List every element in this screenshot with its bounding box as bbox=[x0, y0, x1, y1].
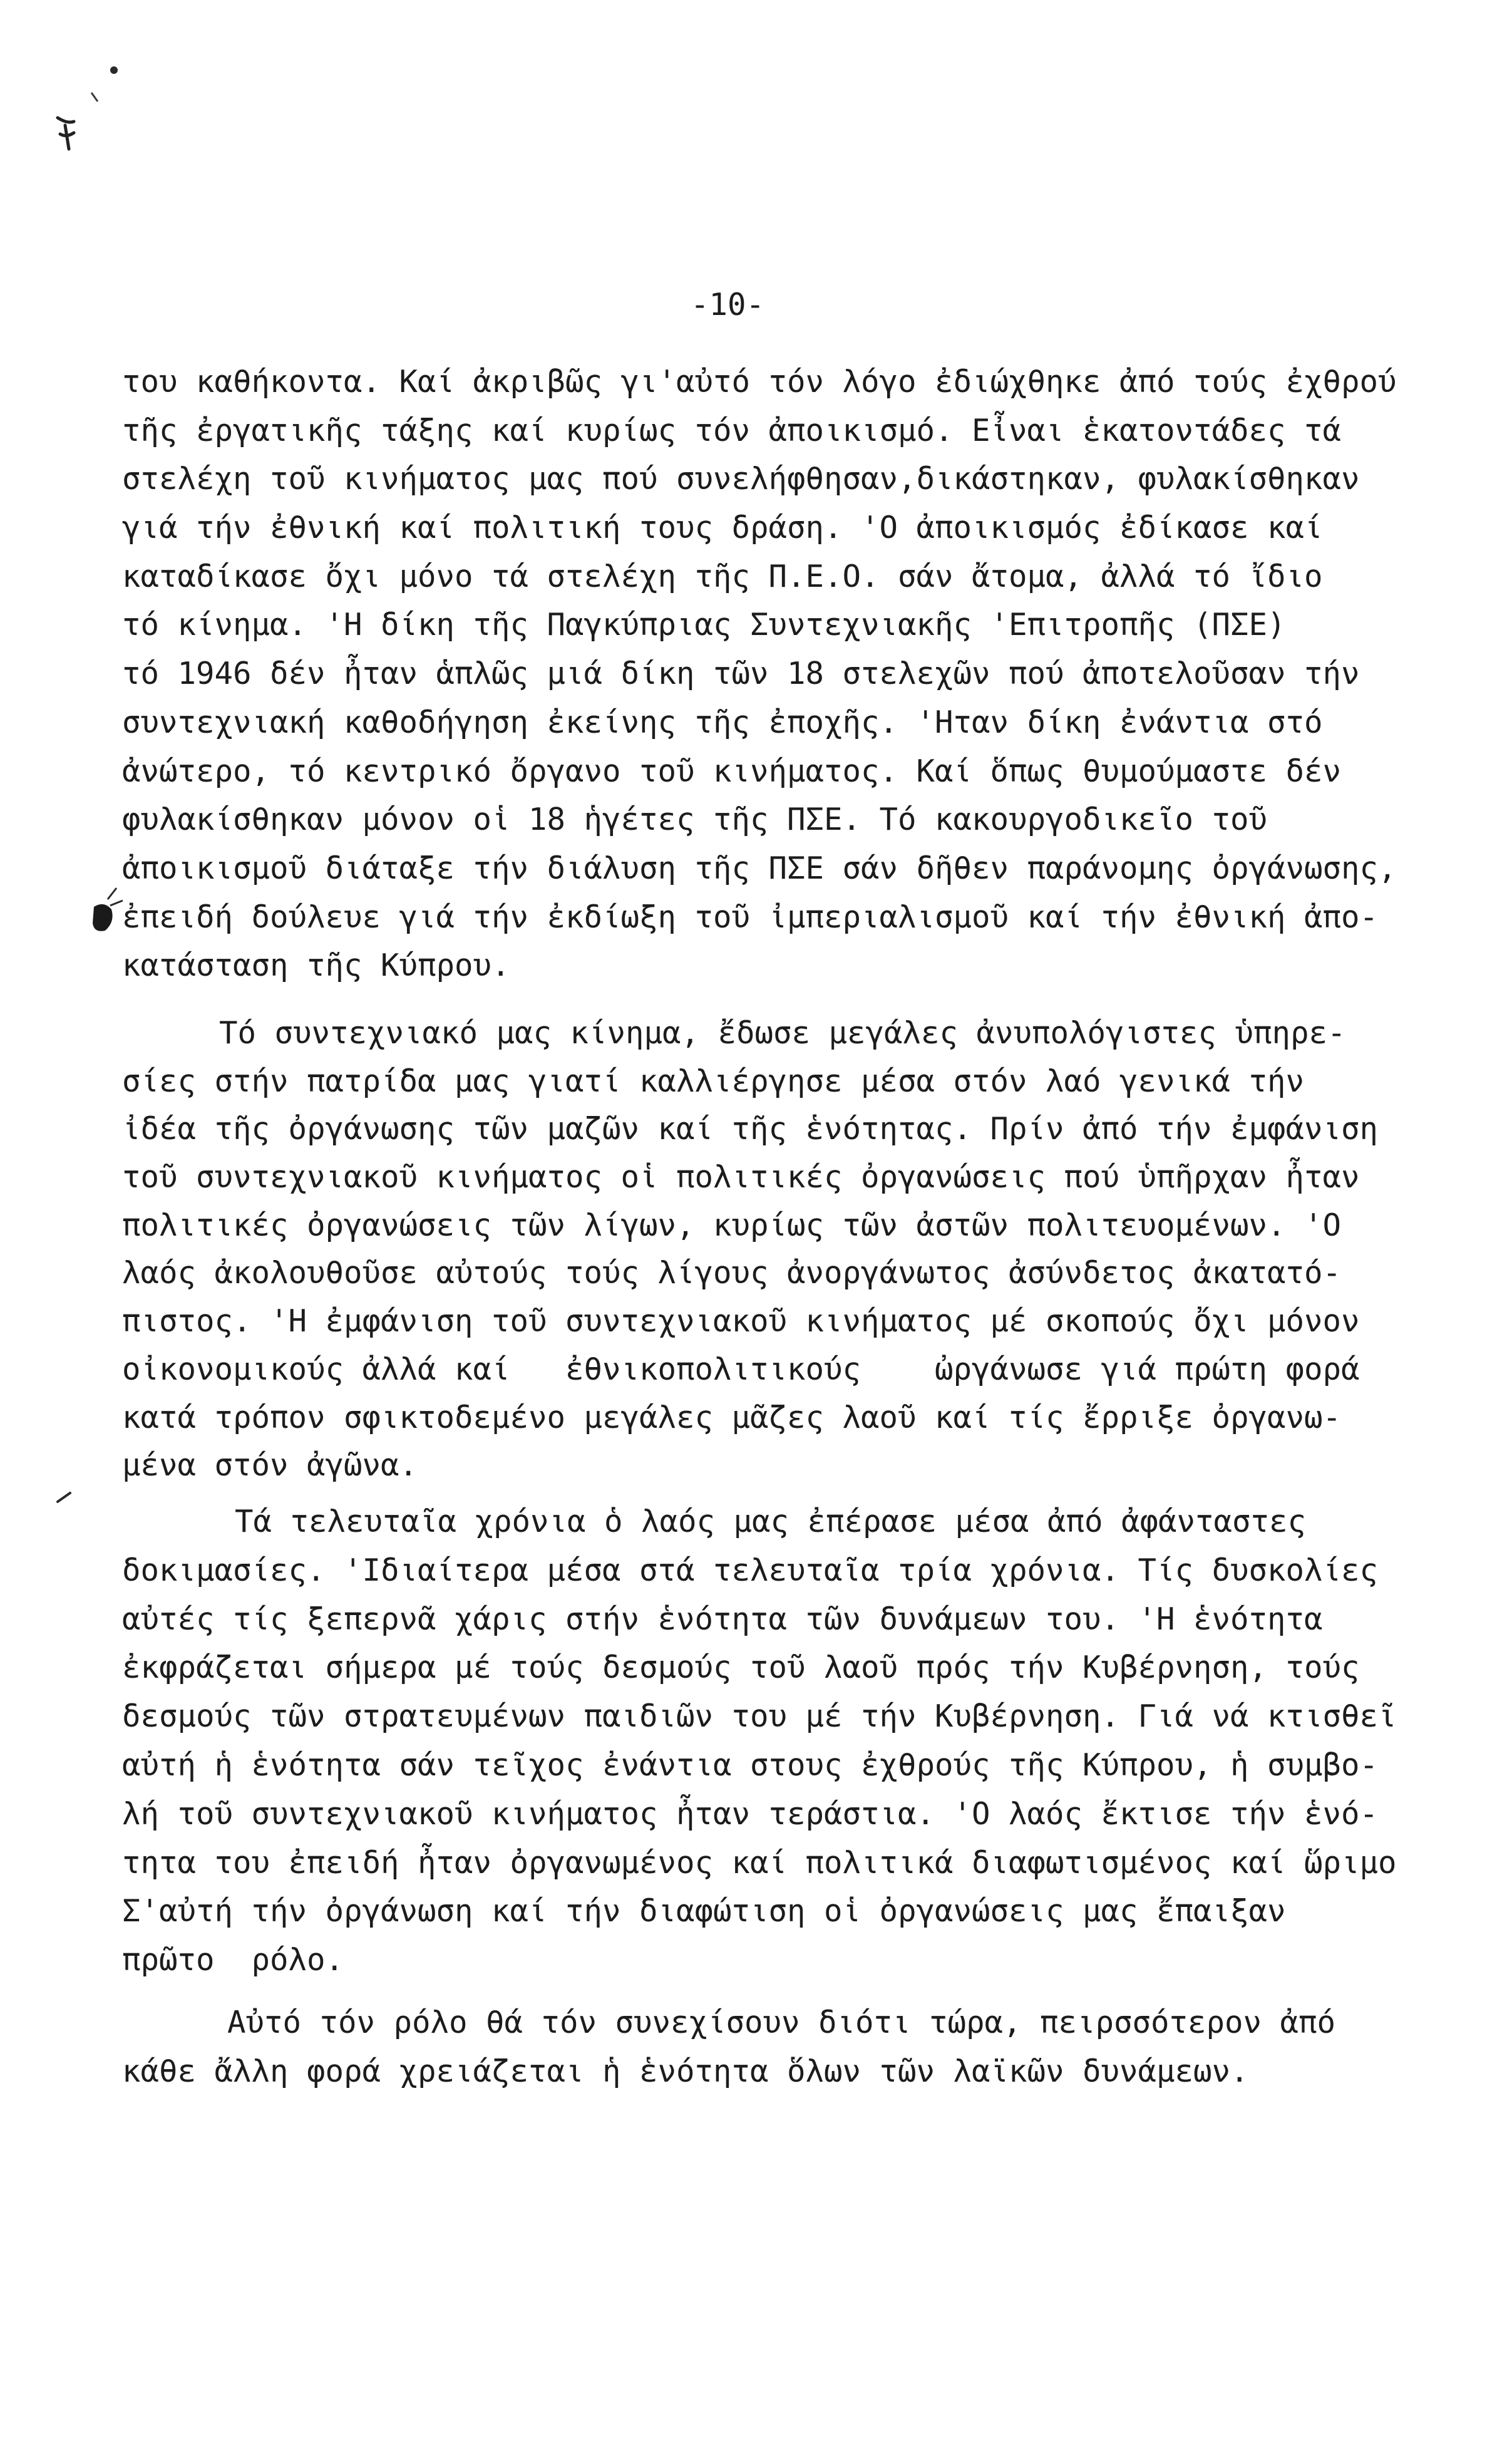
text-line: Τά τελευταῖα χρόνια ὁ λαός μας ἐπέρασε μέσα ἀπό ἀφάνταστες bbox=[235, 1504, 1307, 1539]
text-line: συντεχνιακή καθοδήγηση ἐκείνης τῆς ἐποχῆς. 'Ηταν δίκη ἐνάντια στό bbox=[122, 704, 1323, 740]
text-line: δεσμούς τῶν στρατευμένων παιδιῶν του μέ τήν Κυβέρνηση. Γιά νά κτισθεῖ bbox=[122, 1698, 1397, 1735]
text-line: τητα του ἐπειδή ἦταν ὀργανωμένος καί πολιτικά διαφωτισμένος καί ὥριμο bbox=[122, 1844, 1397, 1881]
text-line: γιά τήν ἐθνική καί πολιτική τους δράση. 'Ο ἀποικισμός ἐδίκασε καί bbox=[122, 510, 1323, 546]
text-line: καταδίκασε ὄχι μόνο τά στελέχη τῆς Π.Ε.Ο. σάν ἄτομα, ἀλλά τό ἴδιο bbox=[122, 558, 1323, 594]
text-line: πρῶτο ρόλο. bbox=[122, 1942, 344, 1978]
text-line: του καθήκοντα. Καί ἀκριβῶς γι'αὐτό τόν λόγο ἐδιώχθηκε ἀπό τούς ἐχθρού bbox=[122, 364, 1397, 400]
text-line: κατάσταση τῆς Κύπρου. bbox=[122, 948, 510, 984]
text-line: στελέχη τοῦ κινήματος μας πού συνελήφθησαν,δικάστηκαν, φυλακίσθηκαν bbox=[122, 461, 1360, 497]
text-line: μένα στόν ἀγῶνα. bbox=[122, 1447, 418, 1484]
text-line: Τό συντεχνιακό μας κίνημα, ἔδωσε μεγάλες ἀνυπολόγιστες ὑπηρε- bbox=[219, 1015, 1346, 1051]
paragraph bbox=[122, 358, 1499, 990]
ink-squiggle bbox=[58, 118, 74, 149]
text-line: κάθε ἄλλη φορά χρειάζεται ἡ ἑνότητα ὅλων τῶν λαϊκῶν δυνάμεων. bbox=[122, 2053, 1249, 2089]
text-line: τῆς ἐργατικῆς τάξης καί κυρίως τόν ἀποικισμό. Εἶναι ἑκατοντάδες τά bbox=[122, 412, 1342, 448]
page-number: -10- bbox=[691, 287, 765, 323]
paragraph bbox=[122, 1010, 1499, 1490]
text-line: δοκιμασίες. 'Ιδιαίτερα μέσα στά τελευταῖα τρία χρόνια. Τίς δυσκολίες bbox=[122, 1552, 1379, 1588]
ink-dot bbox=[110, 66, 118, 74]
text-line: τό 1946 δέν ἦταν ἁπλῶς μιά δίκη τῶν 18 στελεχῶν πού ἀποτελοῦσαν τήν bbox=[122, 656, 1360, 692]
text-line: σίες στήν πατρίδα μας γιατί καλλιέργησε μέσα στόν λαό γενικά τήν bbox=[122, 1063, 1305, 1099]
text-line: οἰκονομικούς ἀλλά καί ἐθνικοπολιτικούς ὠργάνωσε γιά πρώτη φορά bbox=[122, 1351, 1360, 1387]
ink-margin-stroke bbox=[108, 888, 123, 906]
text-line: ἀποικισμοῦ διάταξε τήν διάλυση τῆς ΠΣΕ σάν δῆθεν παράνομης ὀργάνωσης, bbox=[122, 850, 1397, 886]
text-line: αὐτή ἡ ἑνότητα σάν τεῖχος ἐνάντια στους ἐχθρούς τῆς Κύπρου, ἡ συμβο- bbox=[122, 1747, 1379, 1783]
text-line: πολιτικές ὀργανώσεις τῶν λίγων, κυρίως τῶν ἀστῶν πολιτευομένων. 'Ο bbox=[122, 1207, 1342, 1243]
text-line: ἰδέα τῆς ὀργάνωσης τῶν μαζῶν καί τῆς ἑνότητας. Πρίν ἀπό τήν ἐμφάνιση bbox=[122, 1111, 1379, 1147]
text-line: τό κίνημα. 'Η δίκη τῆς Παγκύπριας Συντεχνιακῆς 'Επιτροπῆς (ΠΣΕ) bbox=[122, 607, 1286, 643]
text-line: Σ'αὐτή τήν ὀργάνωση καί τήν διαφώτιση οἱ ὀργανώσεις μας ἔπαιξαν bbox=[122, 1893, 1286, 1929]
text-line: ἐκφράζεται σήμερα μέ τούς δεσμούς τοῦ λαοῦ πρός τήν Κυβέρνηση, τούς bbox=[122, 1650, 1360, 1686]
text-line: τοῦ συντεχνιακοῦ κινήματος οἱ πολιτικές ὀργανώσεις πού ὑπῆρχαν ἦταν bbox=[122, 1159, 1360, 1196]
paragraph bbox=[122, 1497, 1499, 1985]
text-line: ἀνώτερο, τό κεντρικό ὄργανο τοῦ κινήματος. Καί ὅπως θυμούμαστε δέν bbox=[122, 753, 1342, 789]
text-line: Αὐτό τόν ρόλο θά τόν συνεχίσουν διότι τώρα, πειρσσότερον ἀπό bbox=[227, 2005, 1336, 2040]
ink-dash bbox=[58, 1493, 70, 1502]
text-line: αὐτές τίς ξεπερνᾶ χάρις στήν ἑνότητα τῶν δυνάμεων του. 'Η ἑνότητα bbox=[122, 1601, 1323, 1637]
paragraph bbox=[122, 1998, 1499, 2095]
ink-tick bbox=[91, 93, 98, 101]
text-line: φυλακίσθηκαν μόνον οἱ 18 ἡγέτες τῆς ΠΣΕ. Τό κακουργοδικεῖο τοῦ bbox=[122, 802, 1268, 838]
text-line: ἐπειδή δούλευε γιά τήν ἐκδίωξη τοῦ ἰμπεριαλισμοῦ καί τήν ἐθνική ἀπο- bbox=[122, 899, 1379, 935]
text-line: πιστος. 'Η ἐμφάνιση τοῦ συντεχνιακοῦ κινήματος μέ σκοπούς ὄχι μόνον bbox=[122, 1303, 1360, 1340]
ink-margin-mark bbox=[93, 904, 113, 931]
text-line: κατά τρόπον σφικτοδεμένο μεγάλες μᾶζες λαοῦ καί τίς ἔρριξε ὀργανω- bbox=[122, 1399, 1342, 1435]
text-line: λή τοῦ συντεχνιακοῦ κινήματος ἦταν τεράστια. 'Ο λαός ἔκτισε τήν ἑνό- bbox=[122, 1795, 1379, 1832]
text-line: λαός ἀκολουθοῦσε αὐτούς τούς λίγους ἀνοργάνωτος ἀσύνδετος ἀκατατό- bbox=[122, 1255, 1342, 1291]
